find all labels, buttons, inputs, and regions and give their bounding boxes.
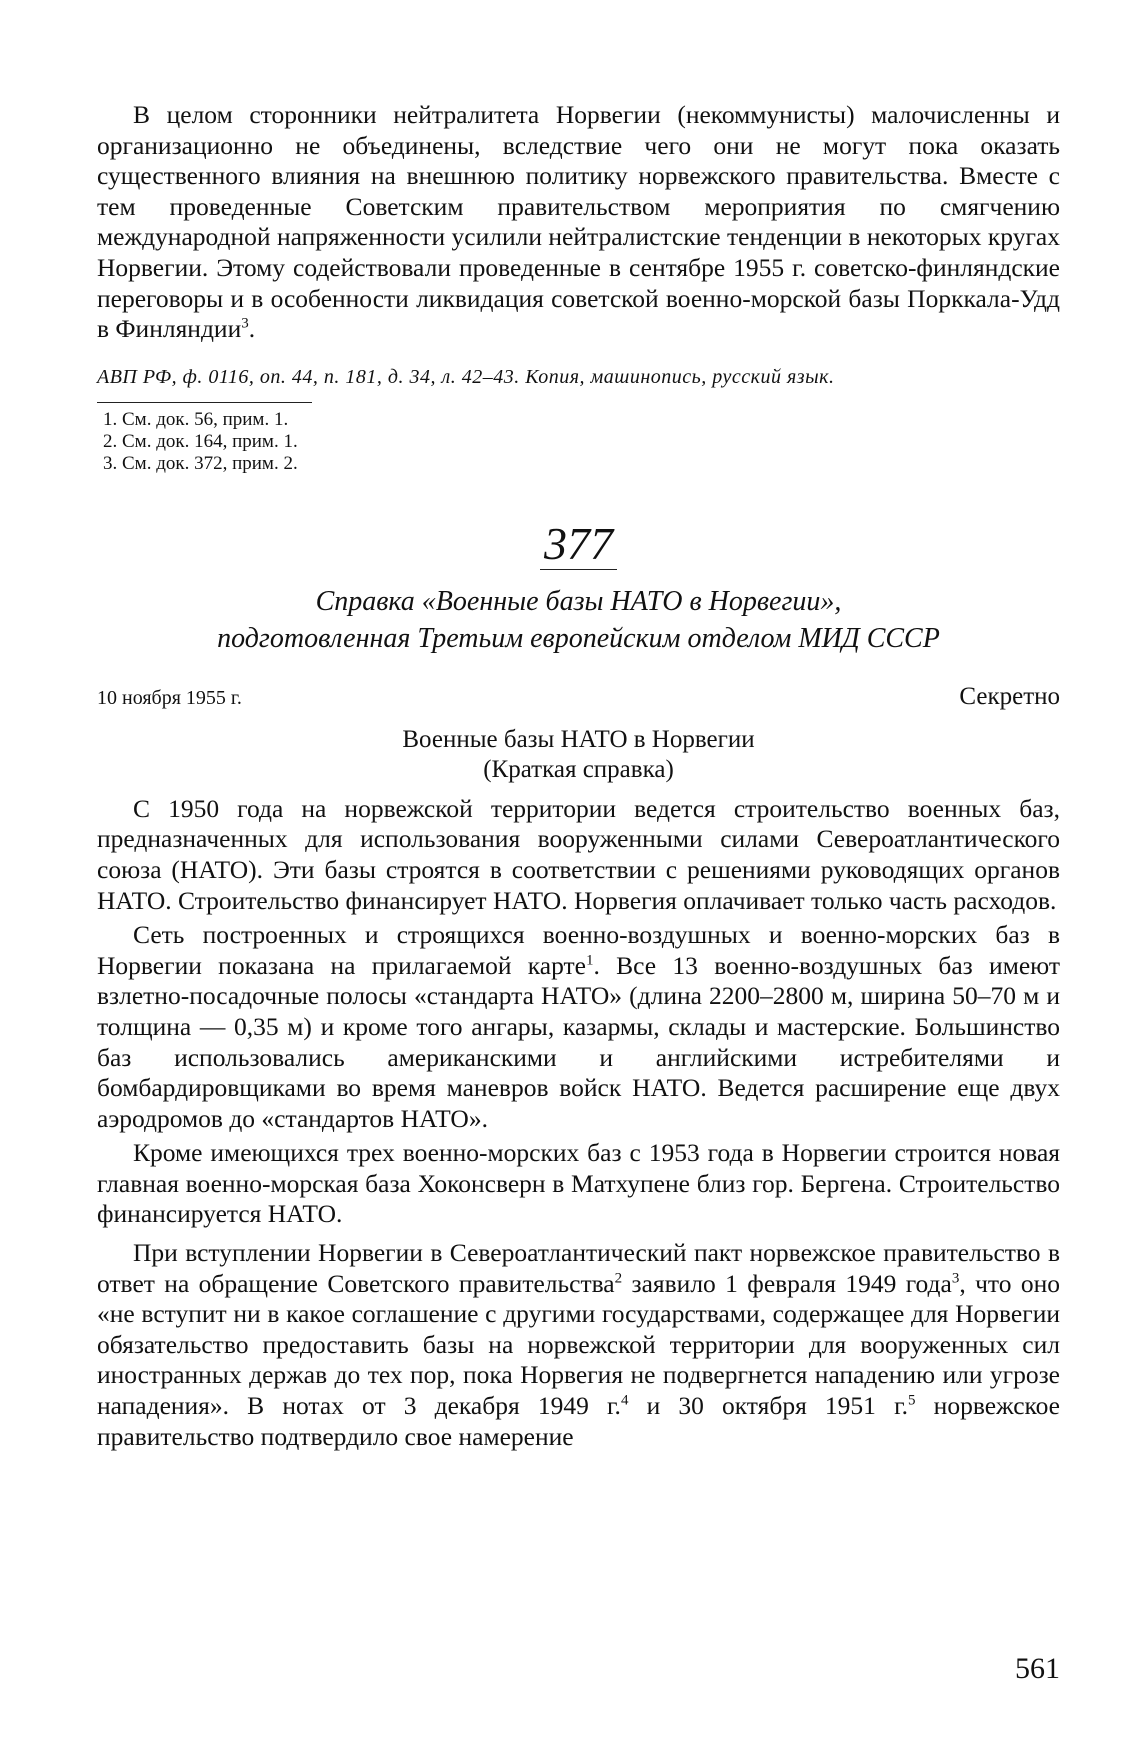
page-number: 561 xyxy=(1015,1652,1060,1685)
footnotes-list xyxy=(97,409,1060,475)
document-date: 10 ноября 1955 г. xyxy=(97,686,242,709)
body-paragraph: С 1950 года на норвежской территории ведется строительство военных баз, предназначенных для использования вооруженными силами Североатлантического союза (НАТО). Эти базы строятся в соответствии с решениями руководящих органов НАТО. Строительство финансирует НАТО. Норвегия оплачивает только часть расходов. xyxy=(97,793,1060,915)
document-title: Справка «Военные базы НАТО в Норвегии», подготовленная Третьим европейским отделом МИД СССР xyxy=(217,585,940,654)
body-paragraph: При вступлении Норвегии в Североатлантический пакт норвежское правительство в ответ на обращение Советского правительства$^2$ заявило 1 февраля 1949 года$^3$, что оно «не вступит ни в какое соглашение с другими государствами, содержащее для Норвегии обязательство предоставить базы на норвежской территории для вооруженных сил иностранных держав до тех пор, пока Норвегия не подвергнется нападению или угрозе нападения». В нотах от 3 декабря 1949 г.$^4$ и 30 октября 1951 г.$^5$ норвежское правительство подтвердило свое намерение xyxy=(97,1238,1060,1451)
footnote: 3. См. док. 372, прим. 2. xyxy=(103,452,298,474)
section-heading: Военные базы НАТО в Норвегии (Краткая справка) xyxy=(402,725,755,783)
document-number: 377 xyxy=(97,519,1060,569)
footnote-divider xyxy=(97,402,312,403)
body-paragraph: Сеть построенных и строящихся военно-воздушных и военно-морских баз в Норвегии показана на прилагаемой карте$^1$. Все 13 военно-воздушных баз имеют взлетно-посадочные полосы «стандарта НАТО» (длина 2200–2800 м, ширина 50–70 м и толщина — 0,35 м) и кроме того ангары, казармы, склады и мастерские. Большинство баз использовались американскими и английскими истребителями и бомбардировщиками во время маневров войск НАТО. Ведется расширение еще двух аэродромов до «стандартов НАТО». xyxy=(97,920,1061,1133)
archive-source: АВП РФ, ф. 0116, оп. 44, п. 181, д. 34, л. 42–43. Копия, машинопись, русский язык. xyxy=(97,365,835,388)
footnote: 1. См. док. 56, прим. 1. xyxy=(103,408,289,430)
dateline xyxy=(97,683,1060,711)
body-paragraph: Кроме имеющихся трех военно-морских баз с 1953 года в Норвегии строится новая главная военно-морская база Хоконсверн в Матхупене близ гор. Бергена. Строительство финансируется НАТО. xyxy=(97,1138,1060,1229)
footnote: 2. См. док. 164, прим. 1. xyxy=(103,430,298,452)
intro-paragraph: В целом сторонники нейтралитета Норвегии (некоммунисты) малочисленны и организационно не объединены, вследствие чего они не могут пока оказать существенного влияния на внешнюю политику норвежского правительства. Вместе с тем проведенные Советским правительством мероприятия по смягчению международной напряженности усилили нейтралистские тенденции в некоторых кругах Норвегии. Этому содействовали проведенные в сентябре 1955 г. советско-финляндские переговоры и в особенности ликвидация советской военно-морской базы Порккала-Удд в Финляндии$^3$. xyxy=(97,100,1060,344)
footnote-ref: 3 xyxy=(241,315,249,332)
classification-label: Секретно xyxy=(959,682,1060,710)
